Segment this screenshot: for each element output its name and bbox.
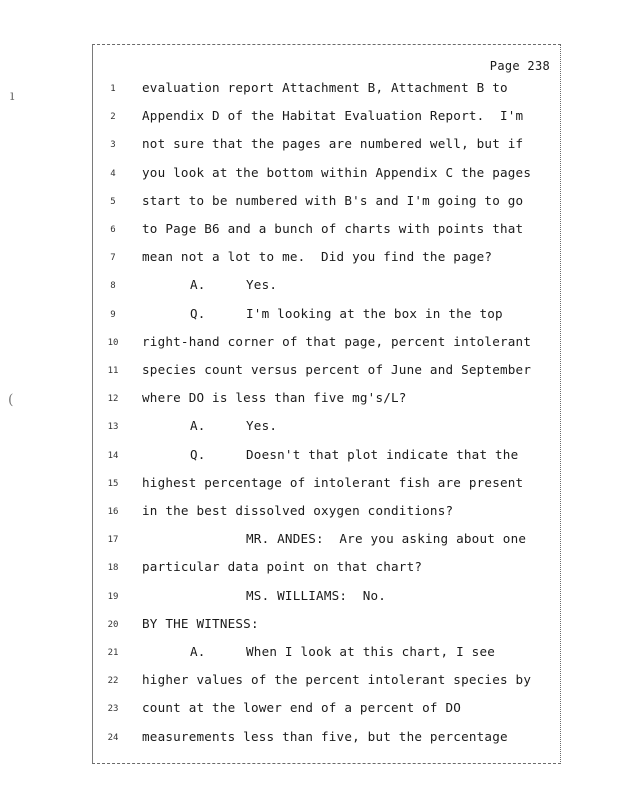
transcript-line: [0, 616, 618, 644]
line-content: higher values of the percent intolerant species by: [142, 672, 532, 688]
transcript-line: [0, 306, 618, 334]
line-number: 10: [107, 337, 119, 348]
line-number: 12: [107, 394, 119, 405]
line-content: species count versus percent of June and September: [142, 362, 532, 377]
line-number: 14: [107, 450, 119, 461]
line-text: [142, 136, 523, 152]
line-text: [190, 644, 495, 660]
line-text: [190, 277, 277, 293]
transcript-line: [0, 277, 618, 305]
line-text: [142, 616, 259, 632]
line-content: count at the lower end of a percent of DO: [142, 700, 462, 716]
line-number: 1: [110, 84, 116, 94]
line-text: [142, 80, 508, 96]
speaker-label: Q.: [190, 305, 206, 321]
line-text: [142, 362, 531, 378]
transcript-line: [0, 108, 618, 136]
transcript-line: [0, 644, 618, 672]
line-number: 6: [110, 225, 116, 235]
line-content: you look at the bottom within Appendix C the pages: [142, 164, 532, 180]
line-number: 9: [110, 309, 116, 320]
line-text: [142, 475, 523, 491]
line-text: [246, 588, 386, 604]
line-text: [142, 729, 508, 745]
transcript-line: [0, 588, 618, 616]
line-number: 7: [110, 253, 116, 264]
speaker-label: A.: [190, 418, 206, 434]
line-text: [142, 334, 531, 350]
line-number: 8: [110, 281, 116, 292]
margin-mark: ı: [10, 88, 15, 104]
line-text: [142, 390, 407, 406]
line-text: [142, 672, 531, 688]
line-content: When I look at this chart, I see: [246, 644, 496, 659]
line-content: measurements less than five, but the percentage: [142, 728, 508, 744]
line-text: [190, 306, 503, 322]
line-content: right-hand corner of that page, percent intolerant: [142, 333, 532, 349]
transcript-line: [0, 447, 618, 475]
transcript-line: [0, 559, 618, 587]
line-number: 13: [107, 422, 119, 433]
line-content: mean not a lot to me. Did you find the page?: [142, 249, 493, 265]
line-content: Yes.: [246, 418, 278, 434]
line-text: [142, 165, 531, 181]
line-content: MR. ANDES: Are you asking about one: [246, 531, 527, 547]
transcript-line: [0, 503, 618, 531]
speaker-label: Q.: [190, 446, 206, 462]
transcript-line: [0, 700, 618, 728]
transcript-line: [0, 531, 618, 559]
line-text: [190, 447, 518, 463]
transcript-line: [0, 136, 618, 164]
line-number: 15: [107, 478, 119, 489]
speaker-label: A.: [190, 277, 206, 293]
transcript-line: [0, 165, 618, 193]
transcript-line: [0, 390, 618, 418]
transcript-line: [0, 193, 618, 221]
line-content: Yes.: [246, 277, 278, 293]
line-content: to Page B6 and a bunch of charts with points that: [142, 221, 524, 236]
line-text: [142, 108, 523, 124]
line-content: Doesn't that plot indicate that the: [246, 446, 519, 462]
line-number: 4: [110, 168, 116, 179]
line-number: 18: [107, 563, 119, 574]
transcript-line: [0, 362, 618, 390]
transcript-line: [0, 80, 618, 108]
transcript-line: [0, 418, 618, 446]
line-number: 21: [107, 648, 119, 658]
line-number: 11: [107, 366, 119, 376]
line-number: 20: [107, 619, 119, 630]
line-content: particular data point on that chart?: [142, 559, 423, 575]
transcript-line: [0, 249, 618, 277]
line-content: I'm looking at the box in the top: [246, 305, 503, 321]
line-content: Appendix D of the Habitat Evaluation Report. I'm: [142, 108, 524, 124]
line-number: 17: [107, 535, 119, 546]
line-number: 2: [110, 112, 116, 123]
transcript-line: [0, 221, 618, 249]
line-content: not sure that the pages are numbered well, but if: [142, 136, 524, 152]
line-content: start to be numbered with B's and I'm going to go: [142, 192, 524, 208]
line-number: 23: [107, 704, 119, 715]
line-number: 3: [110, 140, 116, 151]
line-number: 5: [110, 196, 116, 207]
line-content: highest percentage of intolerant fish are present: [142, 474, 524, 490]
transcript-line: [0, 334, 618, 362]
line-text: [142, 221, 523, 237]
transcript-line: [0, 672, 618, 700]
line-content: BY THE WITNESS:: [142, 615, 259, 631]
line-text: [142, 193, 523, 209]
line-text: [246, 531, 526, 547]
line-number: 16: [107, 507, 119, 517]
line-text: [190, 418, 277, 434]
line-text: [142, 249, 492, 265]
line-text: [142, 559, 422, 575]
transcript-line: [0, 729, 618, 757]
line-text: [142, 700, 461, 716]
line-number: 19: [107, 591, 119, 602]
line-content: in the best dissolved oxygen conditions?: [142, 503, 454, 518]
margin-mark: (: [8, 392, 14, 408]
line-content: MS. WILLIAMS: No.: [246, 587, 387, 603]
line-text: [142, 503, 453, 519]
page-number: Page 238: [489, 59, 550, 73]
line-content: evaluation report Attachment B, Attachment B to: [142, 80, 508, 95]
line-number: 22: [107, 676, 119, 687]
speaker-label: A.: [190, 644, 206, 659]
line-number: 24: [107, 732, 119, 743]
transcript-line: [0, 475, 618, 503]
line-content: where DO is less than five mg's/L?: [142, 390, 407, 406]
